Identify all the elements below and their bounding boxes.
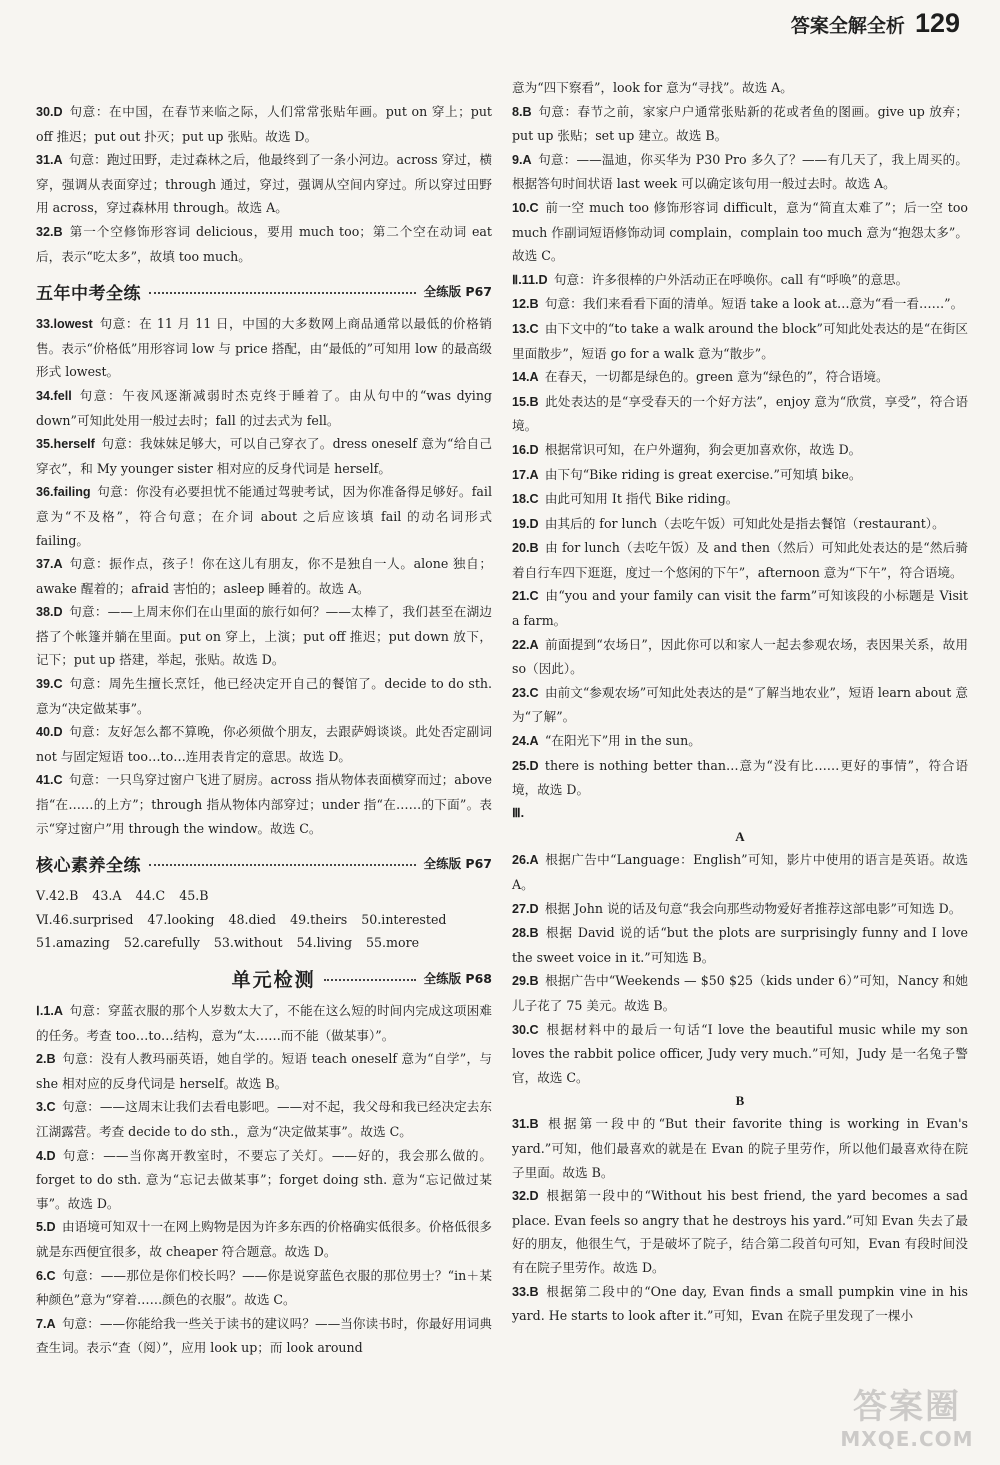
entry-number: 6.C — [36, 1268, 56, 1283]
answer-entry — [512, 729, 968, 754]
entry-text: 由“you and your family can visit the farm”可知该段的小标题是 Visit a farm。 — [512, 588, 968, 629]
answer-entry — [36, 432, 492, 480]
subsection-label-a: A — [735, 829, 745, 845]
entry-number: 4.D — [36, 1148, 56, 1163]
entry-text: 在春天，一切都是绿色的。green 意为“绿色的”，符合语境。 — [544, 369, 889, 385]
entries-block-3 — [36, 999, 492, 1360]
section-title: 单元检测 — [231, 968, 316, 991]
answer-entry — [512, 584, 968, 632]
section-ref: 全练版 P67 — [423, 856, 492, 872]
answer-cell: 49.theirs — [290, 911, 348, 927]
answer-entry — [36, 384, 492, 432]
entry-text: 句意：午夜风逐渐减弱时杰克终于睡着了。由从句中的“was dying down”可知此处用一般过去时；fall 的过去式为 fell。 — [36, 387, 492, 428]
answer-entry — [512, 100, 968, 148]
entry-number: Ⅱ.11.D — [512, 272, 548, 287]
entry-number: 29.B — [512, 974, 539, 989]
entry-number: 32.B — [36, 224, 63, 239]
answer-cell: 55.more — [366, 935, 420, 951]
entry-text: 句意：——这周末让我们去看电影吧。——对不起，我父母和我已经决定去东江湖露营。考查 decide to do sth.，意为“决定做某事”。故选 C。 — [36, 1099, 492, 1139]
entry-text: 句意：穿蓝衣服的那个人岁数太大了，不能在这么短的时间内完成这项困难的任务。考查 too…to…结构，意为“太……而不能（做某事）”。 — [36, 1003, 493, 1043]
entry-text: 句意：——温迪，你买华为 P30 Pro 多久了？——有几天了，我上周买的。根据答句时间状语 last week 可以确定该句用一般过去时。故选 A。 — [512, 151, 968, 192]
entry-number: 27.D — [512, 901, 539, 916]
answer-entry — [512, 921, 968, 969]
watermark-logo — [822, 1387, 992, 1455]
entry-number: 8.B — [512, 104, 532, 119]
answer-entry — [512, 512, 968, 537]
entry-text: 前面提到“农场日”，因此你可以和家人一起去参观农场，表因果关系，故用 so（因此）。 — [512, 636, 968, 677]
answer-cell: 47.looking — [147, 911, 215, 927]
entry-text: 由下句“Bike riding is great exercise.”可知填 bike。 — [544, 466, 862, 482]
answer-cell: 48.died — [228, 911, 277, 927]
part-label-iii: Ⅲ. — [512, 805, 525, 820]
left-column — [36, 100, 492, 1360]
answer-row — [36, 884, 492, 908]
entry-text: 句意：在 11 月 11 日，中国的大多数网上商品通常以最低的价格销售。表示“价格低”用形容词 low 与 price 搭配，由“最低的”可知用 low 的最高级形式 lowest。 — [36, 316, 492, 380]
answer-entry — [36, 552, 492, 600]
entry-number: 38.D — [36, 605, 63, 620]
answer-entry — [512, 1184, 968, 1279]
entry-text: 由前文“参观农场”可知此处表达的是“了解当地农业”，短语 learn about 意为“了解”。 — [512, 684, 968, 725]
entry-text: 前一空 much too 修饰形容词 difficult，意为“简直太难了”；后一空 too much 作副词短语修饰动词 complain，complain too much 意为“抱怨太多”。故选 C。 — [512, 199, 968, 264]
entry-text: 根据 John 说的话及句意“我会向那些动物爱好者推荐这部电影”可知选 D。 — [544, 900, 962, 916]
entry-number: 23.C — [512, 685, 539, 700]
entry-text: 句意：振作点，孩子！你在这儿有朋友，你不是独自一人。alone 独自；awake 醒着的；afraid 害怕的；asleep 睡着的。故选 A。 — [36, 556, 492, 596]
answer-entry — [512, 148, 968, 196]
answer-entry — [512, 487, 968, 512]
answer-entry — [36, 100, 492, 148]
answer-entry — [512, 681, 968, 729]
section-ref: 全练版 P68 — [423, 971, 492, 986]
entry-text: 根据第二段中的“One day, Evan finds a small pumpkin vine in his yard. He starts to look after it.”可知，Evan 在院子里发现了一棵小 — [512, 1283, 968, 1324]
entry-text: 句意：跑过田野，走过森林之后，他最终到了一条小河边。across 穿过，横穿，强调从表面穿过；through 通过，穿过，强调从空间内穿过。所以穿过田野用 across，穿过森林用 through。故选 A。 — [36, 152, 492, 216]
answer-entry — [512, 292, 968, 317]
answer-entry — [36, 999, 492, 1047]
entry-number: 18.C — [512, 492, 539, 507]
entry-number: 14.A — [512, 370, 539, 385]
entry-text: 此处表达的是“享受春天的一个好方法”，enjoy 意为“欣赏，享受”，符合语境。 — [512, 393, 969, 434]
answer-entry — [36, 672, 492, 720]
entry-text: 由语境可知双十一在网上购物是因为许多东西的价格确实低很多。价格低很多就是东西便宜很多，故 cheaper 符合题意。故选 D。 — [36, 1219, 492, 1259]
entry-number: 40.D — [36, 725, 63, 740]
answer-cell: 51.amazing — [36, 935, 110, 951]
entry-number: 3.C — [36, 1100, 56, 1115]
entry-number: 10.C — [512, 200, 539, 215]
entry-number: 22.A — [512, 637, 539, 652]
entry-number: 25.D — [512, 758, 539, 773]
entry-text: 由下文中的“to take a walk around the block”可知此处表达的是“在街区里面散步”，短语 go for a walk 意为“散步”。 — [512, 320, 968, 361]
entry-text: there is nothing better than…意为“没有比……更好的事情”，符合语境，故选 D。 — [512, 757, 968, 798]
answer-row — [36, 931, 492, 955]
answer-cell: Ⅴ.42.B — [36, 888, 79, 904]
answer-entry — [512, 1112, 968, 1184]
page-header — [791, 8, 960, 42]
answer-entry — [36, 1312, 492, 1360]
entry-text: 句意：我妹妹足够大，可以自己穿衣了。dress oneself 意为“给自己穿衣”，和 My younger sister 相对应的反身代词是 herself。 — [36, 436, 492, 476]
answer-entry — [512, 438, 968, 463]
answer-entry — [512, 848, 968, 896]
entry-text: 句意：周先生擅长烹饪，他已经决定开自己的餐馆了。decide to do sth. 意为“决定做某事”。 — [36, 676, 492, 716]
entry-number: 30.C — [512, 1022, 539, 1037]
entry-number: 17.A — [512, 467, 539, 482]
entry-number: 19.D — [512, 516, 539, 531]
answer-entry — [36, 480, 492, 552]
answer-cell: 52.carefully — [123, 935, 200, 951]
answer-cell: 53.without — [213, 935, 283, 951]
entry-text: 根据常识可知，在户外遛狗，狗会更加喜欢你，故选 D。 — [544, 441, 862, 457]
entry-text: 句意：——那位是你们校长吗？——你是说穿蓝色衣服的那位男士？“in＋某种颜色”意为“穿着……颜色的衣服”。故选 C。 — [36, 1267, 492, 1308]
entries-block-5 — [512, 848, 968, 1089]
answer-entry — [512, 1280, 968, 1328]
answer-entry — [512, 536, 968, 584]
entry-text: 句意：友好怎么都不算晚，你必须做个朋友，去跟萨姆谈谈。此处否定副词 not 与固定短语 too…to…连用表肯定的意思。故选 D。 — [36, 724, 492, 764]
entry-number: 33.lowest — [36, 317, 93, 332]
entry-number: Ⅰ.1.A — [36, 1004, 64, 1018]
section-ref: 全练版 P67 — [423, 284, 492, 300]
entry-text: 句意：春节之前，家家户户通常张贴新的花或者鱼的图画。give up 放弃；put up 张贴；set up 建立。故选 B。 — [512, 103, 968, 144]
answer-entry — [512, 268, 968, 293]
right-column — [512, 76, 968, 1328]
entry-number: 37.A — [36, 557, 63, 572]
entry-text: 句意：——当你离开教室时，不要忘了关灯。——好的，我会那么做的。forget to do sth. 意为“忘记去做某事”；forget doing sth. 意为“忘记做过某事”。故选 D。 — [36, 1147, 492, 1211]
entry-text: 句意：我们来看看下面的清单。短语 take a look at…意为“看一看……”。 — [544, 296, 964, 312]
entry-number: 7.A — [36, 1316, 56, 1331]
answer-entry — [512, 390, 968, 438]
answer-entry — [512, 754, 968, 802]
entry-text: 根据 David 说的话“but the plots are surprisingly funny and I love the sweet voice in it.”可知选 B。 — [512, 925, 968, 965]
entry-number: 31.B — [512, 1117, 539, 1132]
entry-number: 9.A — [512, 152, 532, 167]
entry-number: 41.C — [36, 773, 63, 788]
section-header-core — [36, 844, 492, 882]
entry-text: 根据广告中“Language：English”可知，影片中使用的语言是英语。故选 A。 — [512, 852, 968, 892]
answer-entry — [36, 768, 492, 840]
answer-cell: 45.B — [179, 888, 209, 904]
answer-cell: 44.C — [135, 888, 166, 904]
answer-entry — [512, 633, 968, 681]
answer-entry — [36, 1095, 492, 1143]
section-title: 核心素养全练 — [36, 855, 141, 876]
entry-text: 句意：你没有必要担忧不能通过驾驶考试，因为你准备得足够好。fail 意为“不及格”，符合句意；在介词 about 之后应该填 fail 的动名词形式 failing。 — [36, 484, 492, 548]
entry-text: 由其后的 for lunch（去吃午饭）可知此处是指去餐馆（restaurant）。 — [544, 515, 945, 531]
answer-entry — [512, 463, 968, 488]
answer-entry — [36, 1144, 492, 1216]
answer-entry — [36, 220, 492, 268]
answer-entry — [36, 1264, 492, 1312]
entry-text: 第一个空修饰形容词 delicious，要用 much too；第二个空在动词 eat 后，表示“吃太多”，故填 too much。 — [36, 223, 492, 264]
entry-number: 12.B — [512, 297, 539, 312]
entry-text: 句意：在中国，在春节来临之际，人们常常张贴年画。put on 穿上；put off 推迟；put out 扑灭；put up 张贴。故选 D。 — [36, 104, 492, 144]
entry-text: 由此可知用 It 指代 Bike riding。 — [544, 491, 739, 507]
entry-number: 36.failing — [36, 485, 91, 500]
header-title: 答案全解全析 — [790, 15, 905, 37]
entry-text: 根据第一段中的“But their favorite thing is working in Evan's yard.”可知，他们最喜欢的就是在 Evan 的院子里劳作，所以他们最喜欢待在院子里面。故选 B。 — [512, 1116, 968, 1180]
entries-block-6 — [512, 1112, 968, 1327]
answer-key-rows — [36, 884, 492, 955]
answer-entry — [36, 720, 492, 768]
answer-entry — [512, 317, 968, 365]
entry-number: 30.D — [36, 105, 63, 119]
entry-number: 31.A — [36, 153, 63, 168]
answer-entry — [512, 1018, 968, 1090]
answer-entry — [512, 365, 968, 390]
answer-entry — [512, 897, 968, 922]
entry-number: 32.D — [512, 1189, 539, 1204]
entry-text: 根据广告中“Weekends — $50 $25（kids under 6）”可知，Nancy 和她儿子花了 75 美元。故选 B。 — [512, 973, 968, 1013]
answer-entry — [36, 1047, 492, 1095]
entry-text: 句意：——上周末你们在山里面的旅行如何？——太棒了，我们甚至在湖边搭了个帐篷并躺在里面。put on 穿上，上演；put off 推迟；put down 放下，记下；put up 搭建，举起，张贴。故选 D。 — [36, 604, 492, 668]
entry-number: 16.D — [512, 442, 539, 457]
answer-entry — [512, 969, 968, 1017]
answer-entry — [36, 1215, 492, 1263]
entry-text: “在阳光下”用 in the sun。 — [544, 733, 701, 749]
answer-entry — [36, 600, 492, 672]
entry-number: 5.D — [36, 1220, 56, 1235]
entry-text: 句意：没有人教玛丽英语，她自学的。短语 teach oneself 意为“自学”，与 she 相对应的反身代词是 herself。故选 B。 — [36, 1051, 492, 1091]
continued-text: 意为“四下察看”，look for 意为“寻找”。故选 A。 — [512, 80, 793, 95]
answer-cell: Ⅵ.46.surprised — [36, 911, 134, 927]
watermark-text: 答案圈 — [853, 1387, 961, 1427]
entry-number: 34.fell — [36, 388, 72, 403]
subsection-label-b: B — [735, 1093, 745, 1109]
entry-number: 20.B — [512, 541, 539, 556]
entry-number: 15.B — [512, 394, 539, 409]
answer-row — [36, 908, 492, 932]
section-title: 五年中考全练 — [36, 283, 141, 304]
entry-text: 句意：一只鸟穿过窗户飞进了厨房。across 指从物体表面横穿而过；above 指“在……的上方”；through 指从物体内部穿过；under 指“在……的下面”。表示“穿过窗户”用 through the window。故选 C。 — [36, 772, 492, 836]
entries-block-1 — [36, 100, 492, 268]
watermark-url: MXQE.COM — [840, 1427, 974, 1451]
dotted-leader — [149, 864, 416, 866]
entries-block-4 — [512, 100, 968, 802]
answer-cell: 54.living — [296, 935, 353, 951]
page-number: 129 — [914, 8, 960, 38]
entry-number: 21.C — [512, 589, 539, 604]
answer-entry — [512, 196, 968, 268]
answer-entry — [36, 148, 492, 220]
entry-text: 句意：许多很棒的户外活动正在呼唤你。call 有“呼唤”的意思。 — [553, 271, 909, 287]
entry-text: 由 for lunch（去吃午饭）及 and then（然后）可知此处表达的是“然后骑着自行车四下逛逛，度过一个悠闲的下午”，afternoon 意为“下午”，符合语境。 — [512, 540, 968, 580]
answer-cell: 43.A — [92, 888, 122, 904]
answer-entry — [36, 312, 492, 384]
entry-text: 句意：——你能给我一些关于读书的建议吗？——当你读书时，你最好用词典查生词。表示“查（阅）”，应用 look up；而 look around — [36, 1315, 492, 1356]
answer-cell: 50.interested — [361, 911, 447, 927]
entry-text: 根据材料中的最后一句话“I love the beautiful music while my son loves the rabbit police officer, Judy very much.”可知，Judy 是一名兔子警官，故选 C。 — [512, 1021, 968, 1085]
entry-number: 26.A — [512, 853, 539, 868]
entry-number: 13.C — [512, 321, 539, 336]
dotted-leader — [324, 979, 416, 981]
dotted-leader — [149, 292, 416, 294]
entry-number: 39.C — [36, 677, 63, 692]
entry-number: 24.A — [512, 734, 539, 749]
entry-number: 33.B — [512, 1284, 539, 1299]
entry-number: 28.B — [512, 926, 539, 941]
entry-number: 2.B — [36, 1052, 56, 1067]
entry-number: 35.herself — [36, 437, 95, 452]
entry-text: 根据第一段中的“Without his best friend, the yard becomes a sad place. Evan feels so angry that he destroys his yard.”可知 Evan 失去了最好的朋友，他很生气，于是破坏了院子，结合第二段首句可知，Evan 有段时间没有在院子里劳作。故选 D。 — [512, 1188, 968, 1275]
section-header-unit-test — [36, 959, 492, 997]
section-header-five-year — [36, 272, 492, 310]
entries-block-2 — [36, 312, 492, 840]
